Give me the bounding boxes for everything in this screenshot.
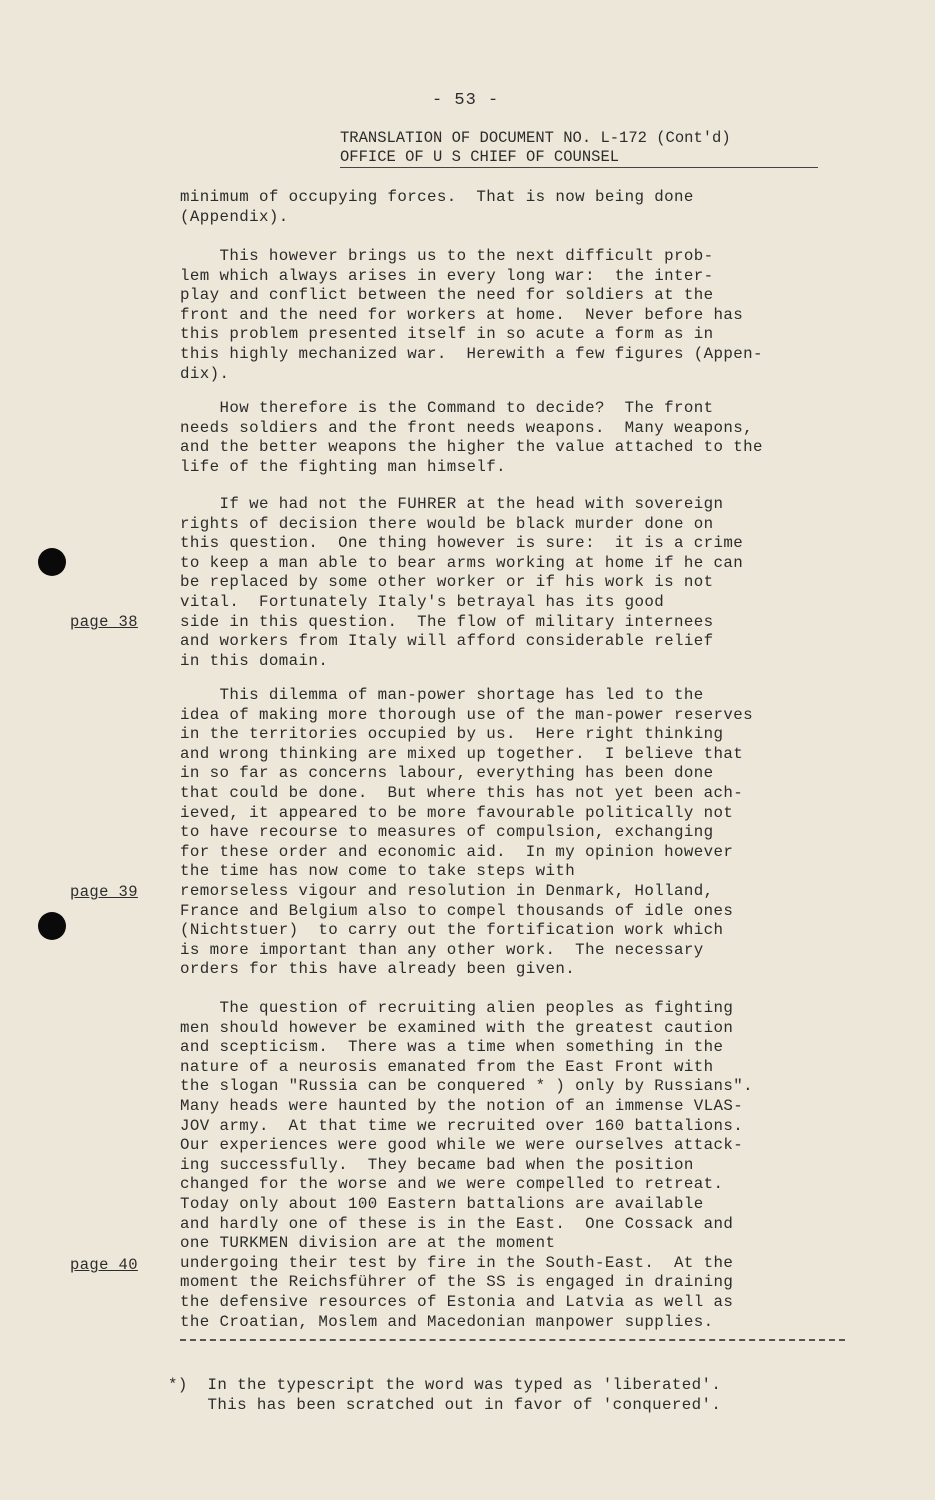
text-line: France and Belgium also to compel thousands of idle ones <box>180 901 734 920</box>
text-line: ieved, it appeared to be more favourable politically not <box>180 803 734 822</box>
text-line: side in this question. The flow of military internees <box>180 612 714 631</box>
page-number: - 53 - <box>432 91 500 110</box>
text-line: moment the Reichsführer of the SS is engaged in draining <box>180 1273 734 1292</box>
text-line: for these order and economic aid. In my opinion however <box>180 842 734 861</box>
text-line: the defensive resources of Estonia and Latvia as well as <box>180 1292 734 1311</box>
footnote-divider <box>180 1339 845 1341</box>
text-line: How therefore is the Command to decide? The front <box>180 399 714 417</box>
text-line: and workers from Italy will afford considerable relief <box>180 632 714 651</box>
paragraph-6 <box>180 999 880 1332</box>
text-line: This dilemma of man-power shortage has led to the <box>180 686 704 704</box>
text-line: and wrong thinking are mixed up together. I believe that <box>180 744 744 763</box>
paragraph-1 <box>180 188 880 227</box>
text-line: nature of a neurosis emanated from the East Front with <box>180 1057 714 1076</box>
text-line: play and conflict between the need for soldiers at the <box>180 286 714 305</box>
text-line: is more important than any other work. The necessary <box>180 940 704 959</box>
text-line: If we had not the FUHRER at the head with sovereign <box>180 495 724 513</box>
text-line: this question. One thing however is sure: it is a crime <box>180 534 744 553</box>
header-title: TRANSLATION OF DOCUMENT NO. L-172 (Cont'd) <box>340 129 731 147</box>
text-line: JOV army. At that time we recruited over 160 battalions. <box>180 1116 744 1135</box>
header-office: OFFICE OF U S CHIEF OF COUNSEL <box>340 148 818 168</box>
text-line: Today only about 100 Eastern battalions are available <box>180 1194 704 1213</box>
binder-hole <box>38 912 66 940</box>
text-line: to have recourse to measures of compulsion, exchanging <box>180 823 714 842</box>
text-line: the slogan "Russia can be conquered * ) only by Russians". <box>180 1077 754 1096</box>
binder-hole <box>38 548 66 576</box>
text-line: be replaced by some other worker or if his work is not <box>180 573 714 592</box>
text-line: life of the fighting man himself. <box>180 457 507 476</box>
text-line: (Appendix). <box>180 207 289 226</box>
text-line: Many heads were haunted by the notion of an immense VLAS- <box>180 1096 744 1115</box>
text-line: this problem presented itself in so acute a form as in <box>180 325 714 344</box>
text-line: The question of recruiting alien peoples as fighting <box>180 999 734 1017</box>
text-line: orders for this have already been given. <box>180 960 576 979</box>
text-line: and scepticism. There was a time when something in the <box>180 1038 724 1057</box>
footnote <box>168 1376 721 1415</box>
text-line: Our experiences were good while we were ourselves attack- <box>180 1136 744 1155</box>
paragraph-4 <box>180 495 880 671</box>
text-line: changed for the worse and we were compelled to retreat. <box>180 1175 724 1194</box>
text-line: the time has now come to take steps with <box>180 862 576 881</box>
text-line: dix). <box>180 364 230 383</box>
text-line: and the better weapons the higher the value attached to the <box>180 438 763 457</box>
text-line: this highly mechanized war. Herewith a few figures (Appen- <box>180 344 763 363</box>
text-line: needs soldiers and the front needs weapons. Many weapons, <box>180 418 754 437</box>
text-line: (Nichtstuer) to carry out the fortification work which <box>180 921 724 940</box>
paragraph-3 <box>180 399 880 477</box>
text-line: lem which always arises in every long war: the inter- <box>180 266 714 285</box>
text-line: idea of making more thorough use of the man-power reserves <box>180 705 754 724</box>
text-line: the Croatian, Moslem and Macedonian manpower supplies. <box>180 1312 714 1331</box>
text-line: This however brings us to the next difficult prob- <box>180 247 714 265</box>
text-line: rights of decision there would be black murder done on <box>180 514 714 533</box>
margin-note-page-40: page 40 <box>70 1256 138 1274</box>
text-line: in the territories occupied by us. Here right thinking <box>180 725 724 744</box>
paragraph-2 <box>180 247 880 384</box>
text-line: remorseless vigour and resolution in Denmark, Holland, <box>180 881 714 900</box>
text-line: in so far as concerns labour, everything has been done <box>180 764 714 783</box>
text-line: to keep a man able to bear arms working at home if he can <box>180 553 744 572</box>
text-line: vital. Fortunately Italy's betrayal has its good <box>180 592 665 611</box>
text-line: ing successfully. They became bad when the position <box>180 1155 694 1174</box>
document-header <box>340 129 822 168</box>
margin-note-page-39: page 39 <box>70 883 138 901</box>
footnote-line: *) In the typescript the word was typed as 'liberated'. <box>168 1376 722 1394</box>
text-line: in this domain. <box>180 651 329 670</box>
paragraph-5 <box>180 686 880 980</box>
margin-note-page-38: page 38 <box>70 613 138 631</box>
text-line: one TURKMEN division are at the moment <box>180 1234 556 1253</box>
text-line: front and the need for workers at home. Never before has <box>180 305 744 324</box>
text-line: men should however be examined with the greatest caution <box>180 1018 734 1037</box>
text-line: that could be done. But where this has not yet been ach- <box>180 783 744 802</box>
text-line: minimum of occupying forces. That is now being done <box>180 188 694 206</box>
footnote-line: This has been scratched out in favor of 'conquered'. <box>168 1395 722 1414</box>
text-line: undergoing their test by fire in the South-East. At the <box>180 1253 734 1272</box>
text-line: and hardly one of these is in the East. One Cossack and <box>180 1214 734 1233</box>
